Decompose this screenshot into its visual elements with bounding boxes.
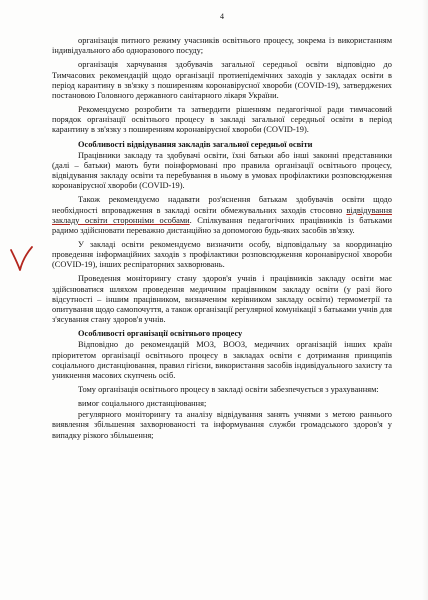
list-item: регулярного моніторингу та аналізу відвідування занять учнями з метою раннього виявлення збільшення захворюваності та інформування служби громадського здоров'я у випадку різкого збільшення;	[52, 410, 392, 440]
paragraph: організація харчування здобувачів загальної середньої освіти відповідно до Тимчасових рекомендацій щодо організації протиепідемічних заходів у закладах освіти в період карантину в зв'язку з поширенням коронавірусної хвороби (COVID-19), затверджених постановою Головного державного санітарного лікаря України.	[52, 60, 392, 100]
underlined-phrase: відвідування закладу освіти сторонніми особами	[52, 205, 392, 225]
paragraph: Відповідно до рекомендацій МОЗ, ВООЗ, медичних організацій інших країн пріоритетом організації освітнього процесу в закладах освіти є дотримання принципів соціального дистанціювання, правил гігієни, використання засобів індивідуального захисту та уникнення масових скупчень осіб.	[52, 340, 392, 380]
page-number: 4	[220, 12, 224, 21]
paragraph: У закладі освіти рекомендуємо визначити особу, відповідальну за координацію проведення інформаційних заходів з профілактики розповсюдження коронавірусної хвороби (COVID-19), інших респіраторних захворювань.	[52, 239, 392, 270]
paragraph: Працівники закладу та здобувачі освіти, їхні батьки або інші законні представники (далі – батьки) мають бути поінформовані про правила організації освітнього процесу, відвідування закладу освіти та перебування в ньому в умовах профілактики розповсюдження коронавірусної хвороби (COVID-19).	[52, 150, 392, 191]
list-item: вимог соціального дистанціювання;	[78, 399, 207, 409]
paragraph: Тому організація освітнього процесу в закладі освіти забезпечується з урахуванням:	[78, 385, 379, 394]
paragraph: Рекомендуємо розробити та затвердити рішенням педагогічної ради тимчасовий порядок організації освітнього процесу в закладі загальної середньої освіти в період карантину в зв'язку з поширенням коронавірусної хвороби (COVID-19).	[52, 105, 392, 135]
paragraph	[52, 195, 392, 236]
text-span: . Спілкування педагогічних працівників із батьками радимо здійснювати переважно дистанційно за допомогою будь-яких засобів зв'язку.	[52, 215, 392, 235]
scan-edge-shadow	[422, 0, 428, 600]
section-heading: Особливості організації освітнього процесу	[78, 329, 243, 339]
paragraph: організація питного режиму учасників освітнього процесу, зокрема із використанням індивідуального або одноразового посуду;	[52, 36, 392, 56]
red-check-mark-icon	[9, 246, 33, 272]
section-heading: Особливості відвідування закладів загальної середньої освіти	[78, 139, 313, 149]
paragraph: Проведення моніторингу стану здоров'я учнів і працівників закладу освіти має здійснюватися шляхом проведення медичним працівником закладу освіти (у разі його відсутності – іншим працівником, визначеним керівником закладу освіти) термометрії та опитування щодо самопочуття, а також організації регулярної комунікації з батьками учнів для з'ясування стану здоров'я учнів.	[52, 274, 392, 325]
text-span: Також рекомендуємо надавати роз'яснення батькам здобувачів освіти щодо необхідності впровадження в закладі освіти обмежувальних заходів стосовно	[52, 195, 392, 215]
